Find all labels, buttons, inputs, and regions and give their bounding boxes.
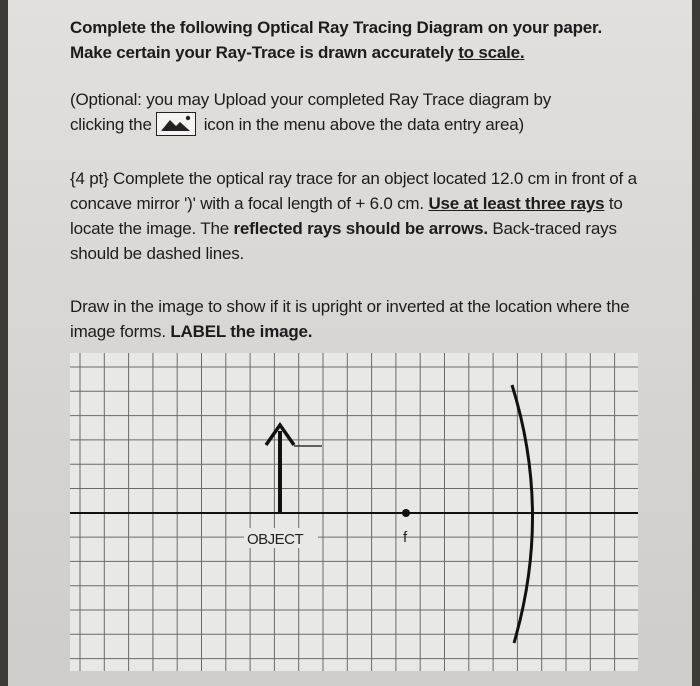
focal-point-dot [402,509,410,517]
ray-trace-grid[interactable] [70,353,638,671]
three-rays-emphasis: Use at least three rays [428,194,605,213]
object-label: OBJECT [247,531,304,548]
optional-upload-note [70,87,660,137]
arrows-emphasis: reflected rays should be arrows. [233,219,488,238]
optional-line-2-post: icon in the menu above the data entry area) [203,115,524,134]
header-line-2-text: Make certain your Ray-Trace is drawn accurately [70,43,459,62]
draw-instruction [70,294,660,344]
question-text-2: to locate the image. The [70,194,623,238]
instructions-header [70,15,660,65]
image-upload-icon [156,112,196,136]
question-text-3: Back-traced rays should be dashed lines. [70,219,617,263]
grid-svg[interactable] [70,353,638,671]
draw-instruction-text: Draw in the image to show if it is upright or inverted at the location where the image forms. [70,297,630,341]
optional-line-2 [70,112,660,137]
to-scale-emphasis: to scale. [458,43,525,62]
header-line-2 [70,40,660,65]
optional-line-1: (Optional: you may Upload your completed Ray Trace diagram by [70,90,552,109]
question-paragraph [70,166,660,266]
question-text: {4 pt} Complete the optical ray trace for an object located 12.0 cm in front of a concave mirror ')' with a focal length of + 6.0 cm. [70,169,637,213]
header-line-1: Complete the following Optical Ray Tracing Diagram on your paper. [70,18,603,37]
optional-line-2-pre: clicking the [70,115,152,134]
focal-label: f [403,529,408,546]
worksheet-page [8,0,692,686]
label-image-emphasis: LABEL the image. [170,322,313,341]
